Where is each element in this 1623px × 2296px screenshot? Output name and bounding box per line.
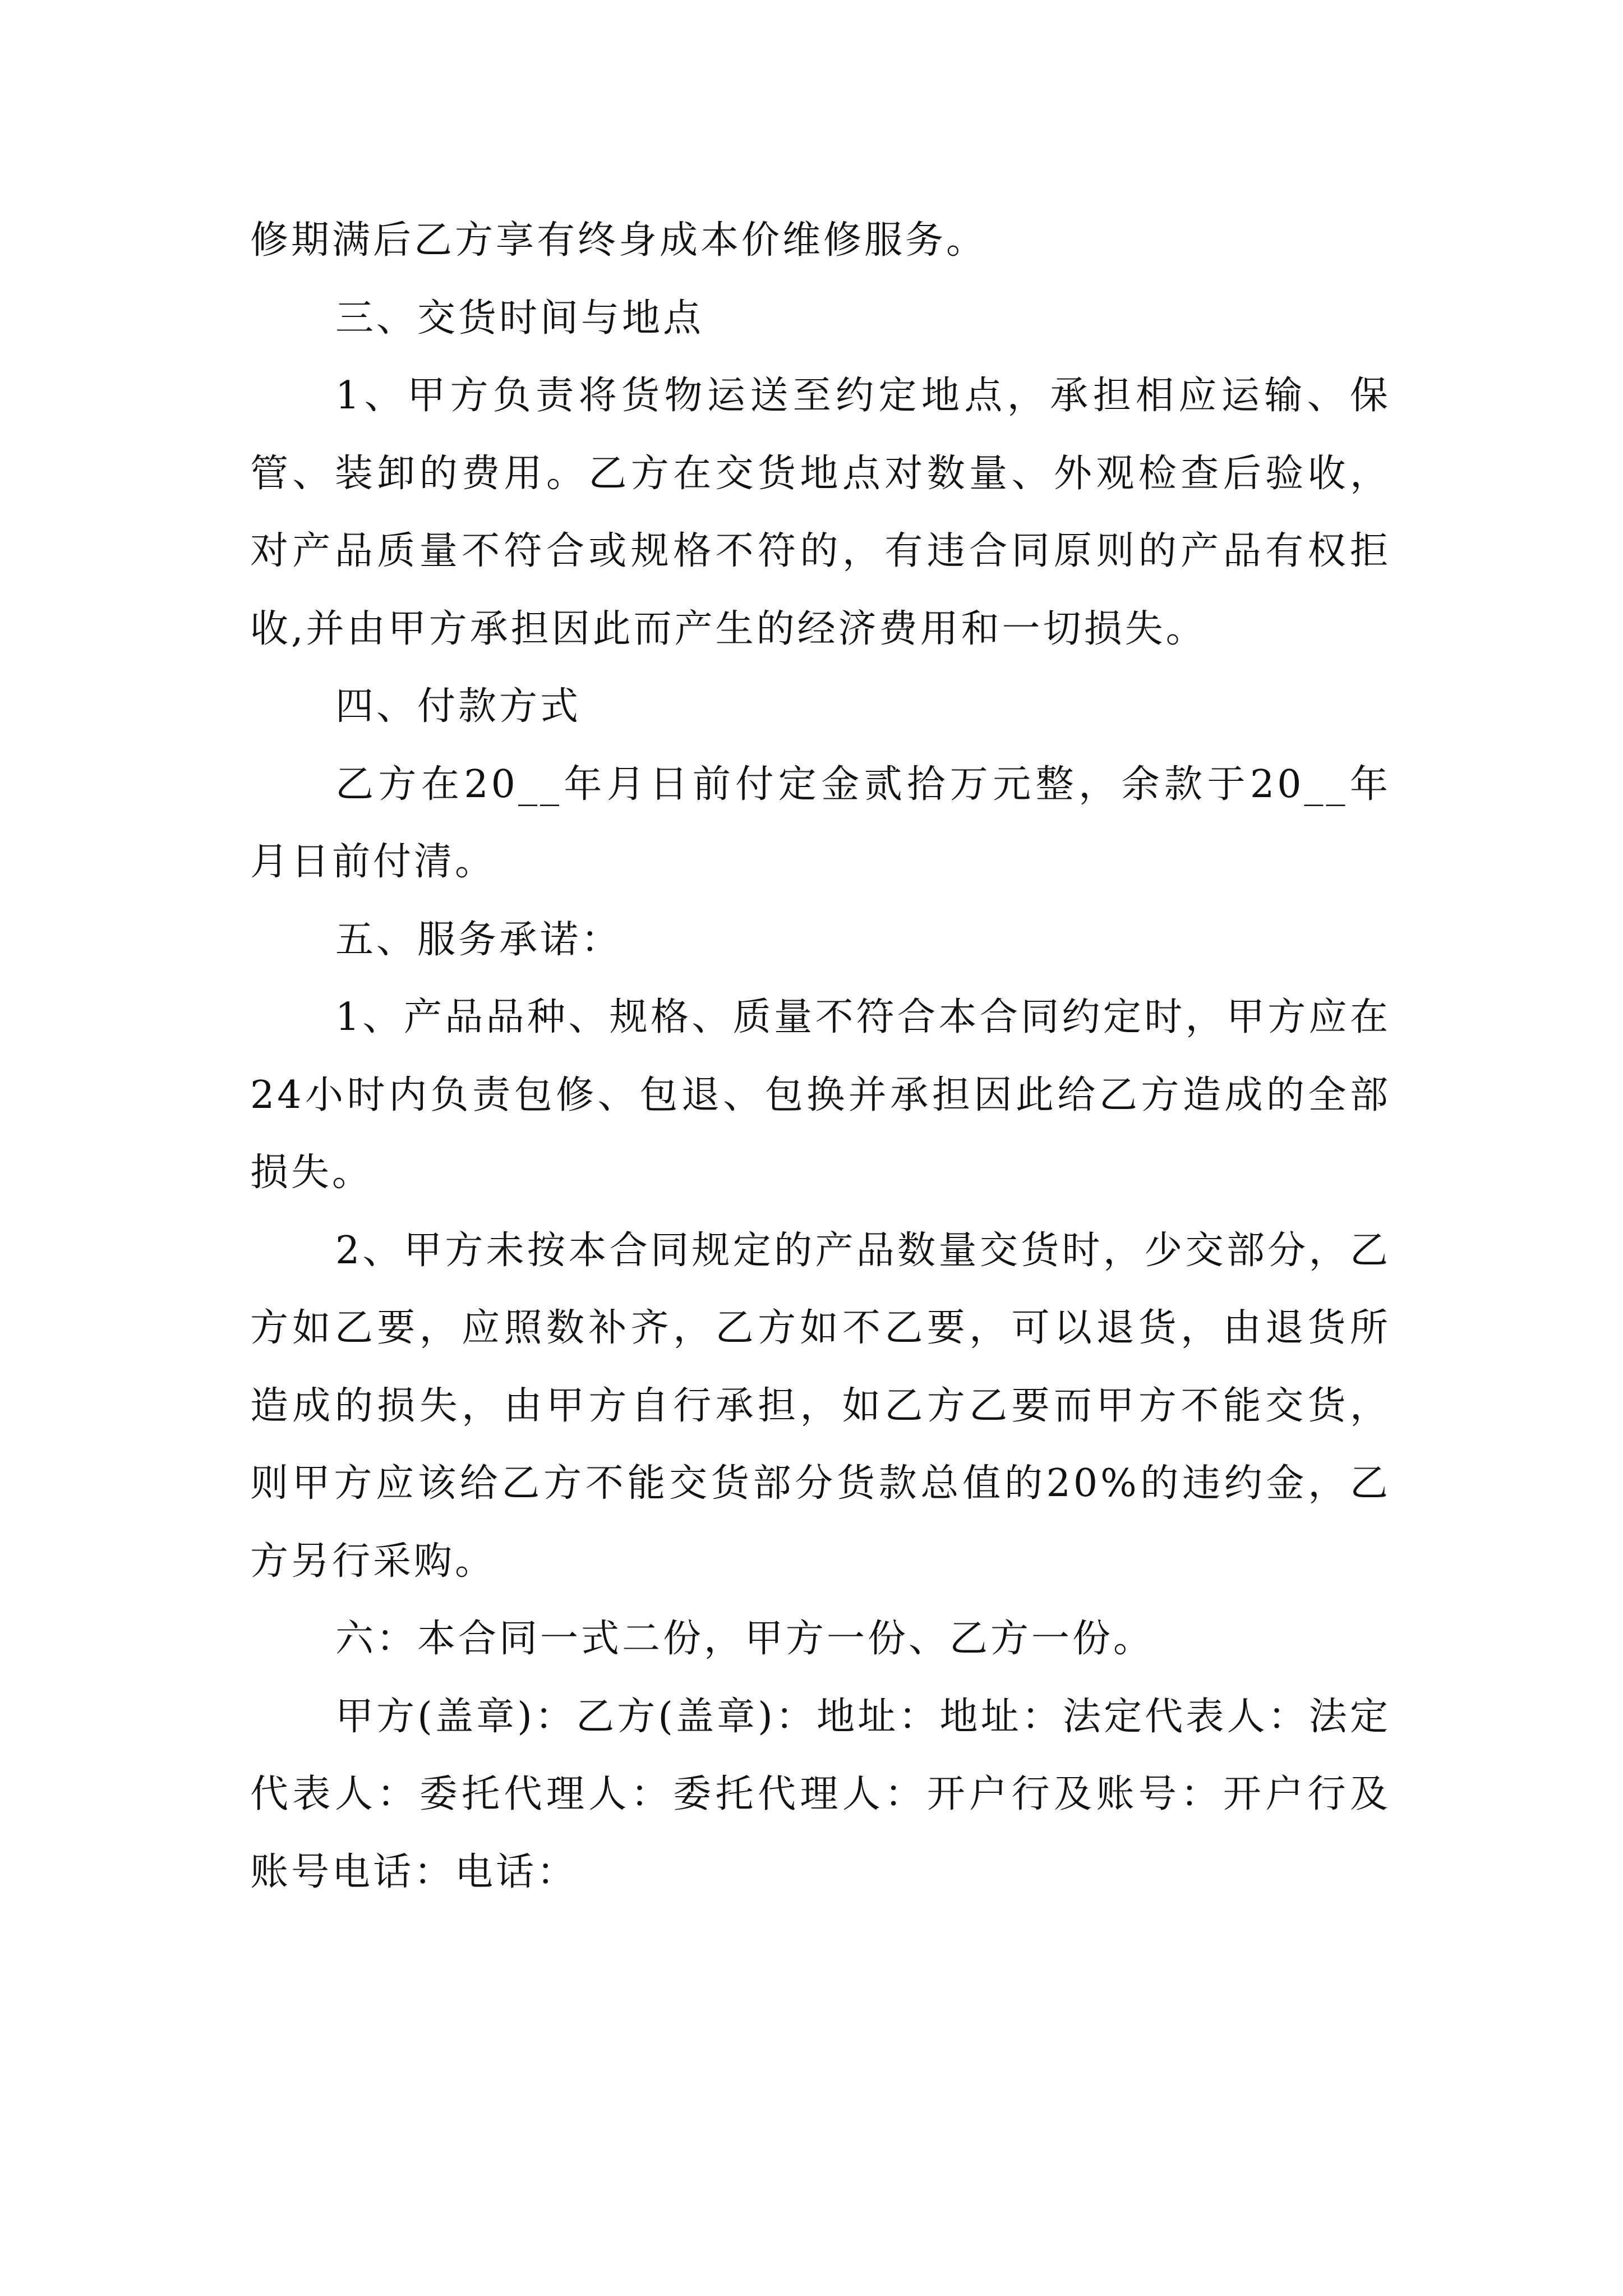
paragraph-delivery-terms: 1、甲方负责将货物运送至约定地点，承担相应运输、保管、装卸的费用。乙方在交货地点对数量、外观检查后验收，对产品质量不符合或规格不符的，有违合同原则的产品有权拒收,并由甲方承担因此而产生的经济费用和一切损失。	[250, 374, 1391, 651]
paragraph-copies-clause: 六：本合同一式二份，甲方一份、乙方一份。	[335, 1617, 1155, 1661]
heading-payment-method: 四、付款方式	[335, 684, 582, 729]
heading-service-commitment: 五、服务承诺：	[335, 917, 623, 962]
heading-delivery-time-place: 三、交货时间与地点	[335, 296, 704, 341]
paragraph-signature-block: 甲方(盖章)：乙方(盖章)：地址：地址：法定代表人：法定代表人：委托代理人：委托代理人：开户行及账号：开户行及账号电话：电话：	[250, 1694, 1391, 1894]
paragraph-service-item-1: 1、产品品种、规格、质量不符合本合同约定时，甲方应在24小时内负责包修、包退、包换并承担因此给乙方造成的全部损失。	[250, 995, 1391, 1195]
paragraph-payment-terms: 乙方在20__年月日前付定金贰拾万元整，余款于20__年月日前付清。	[250, 762, 1391, 884]
paragraph-warranty-continuation: 修期满后乙方享有终身成本价维修服务。	[250, 218, 988, 263]
paragraph-service-item-2: 2、甲方未按本合同规定的产品数量交货时，少交部分，乙方如乙要，应照数补齐，乙方如不乙要，可以退货，由退货所造成的损失，由甲方自行承担，如乙方乙要而甲方不能交货，则甲方应该给乙方不能交货部分货款总值的20%的违约金，乙方另行采购。	[250, 1228, 1391, 1584]
document-body	[250, 202, 1391, 1911]
